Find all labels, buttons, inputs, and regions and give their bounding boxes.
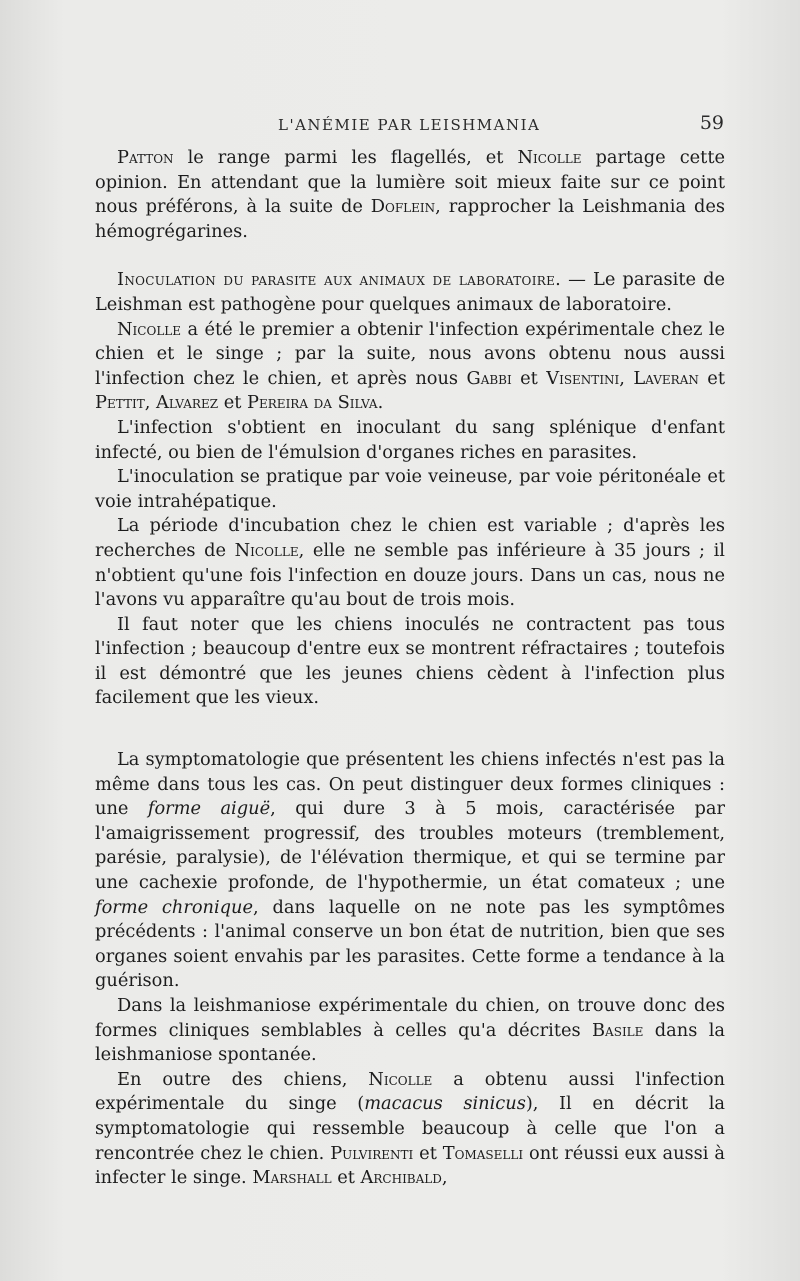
author-name: Pulvirenti	[330, 1142, 414, 1164]
italic-term: forme aiguë	[147, 798, 271, 820]
text-run: et	[511, 367, 547, 389]
text-run: , qui dure 3 à 5 mois, caractérisée par l'amaigrissement progressif, des troubles moteurs (tremblement, parésie, paralysie), de l'élévation thermique, et qui se termine par une cachexie profonde, de l'hypothermie, un état comateux ; une	[95, 798, 725, 894]
page-header	[0, 112, 800, 142]
text-run: le range parmi les flagellés, et	[173, 147, 518, 168]
paragraph-8	[95, 748, 725, 994]
author-name: Nicolle	[368, 1068, 433, 1090]
author-name: Patton	[117, 147, 174, 168]
text-run: , elle ne semble pas inférieure à 35 jours ; il n'obtient qu'une fois l'infection en douze jours. Dans un cas, nous ne l'avons vu apparaître qu'au bout de trois mois.	[95, 539, 725, 611]
body-text	[95, 146, 725, 1191]
text-run: et	[218, 392, 248, 414]
author-name: Archibald	[360, 1167, 442, 1189]
author-name: Nicolle	[234, 539, 299, 561]
paragraph-10	[95, 1068, 725, 1191]
paragraph-9	[95, 994, 725, 1068]
text-run: , dans laquelle on ne note pas les symptômes précédents : l'animal conserve un bon état de nutrition, bien que ses organes soient envahis par les parasites. Cette forme a tendance à la guérison.	[95, 896, 725, 992]
italic-term: macacus sinicus	[364, 1093, 526, 1115]
author-name: Gabbi	[466, 367, 512, 389]
text-run: La période d'incubation chez le chien est variable ; d'après les recherches de	[95, 515, 725, 561]
text-run: Il faut noter que les chiens inoculés ne contractent pas tous l'infection ; beaucoup d'entre eux se montrent réfractaires ; toutefois il est démontré que les jeunes chiens cèdent à l'infection plus facilement que les vieux.	[95, 613, 725, 709]
author-name: Pettit	[95, 392, 145, 414]
text-run: et	[698, 367, 725, 389]
text-run: ,	[619, 367, 634, 389]
author-name: Marshall	[252, 1167, 332, 1189]
text-run: ont réussi eux aussi à infecter le singe.	[95, 1142, 725, 1189]
paragraph-2	[95, 268, 725, 317]
text-run: dans la leishmaniose spontanée.	[95, 1019, 726, 1066]
text-run: et	[331, 1167, 361, 1189]
text-run: ,	[441, 1167, 448, 1189]
author-name: Alvarez	[156, 392, 219, 414]
text-run: En outre des chiens,	[117, 1068, 369, 1090]
paragraph-3	[95, 318, 725, 416]
paragraph-4	[95, 416, 725, 465]
author-name: Visentini	[546, 367, 620, 389]
author-name: Tomaselli	[442, 1142, 524, 1164]
author-name: Laveran	[633, 367, 699, 389]
text-run: .	[377, 392, 384, 414]
paragraph-6	[95, 514, 725, 612]
text-run: a obtenu aussi l'infection expérimentale du singe (	[95, 1068, 725, 1115]
text-run: — Le parasite de Leishman est pathogène pour quelques animaux de laboratoire.	[95, 269, 725, 315]
running-title: L'ANÉMIE PAR LEISHMANIA	[278, 116, 541, 134]
text-run: L'inoculation se pratique par voie veineuse, par voie péritonéale et voie intrahépatique.	[95, 466, 725, 512]
author-name: Doflein	[370, 196, 436, 218]
author-name: Nicolle	[117, 318, 182, 340]
paragraph-7	[95, 613, 725, 711]
text-run: L'infection s'obtient en inoculant du sang splénique d'enfant infecté, ou bien de l'émulsion d'organes riches en parasites.	[95, 416, 725, 463]
text-run: , rapprocher la Leishmania des hémogrégarines.	[95, 196, 725, 242]
text-run: ), Il en décrit la symptomatologie qui ressemble beaucoup à celle que l'on a rencontrée chez le chien.	[95, 1093, 726, 1164]
text-run: La symptomatologie que présentent les chiens infectés n'est pas la même dans tous les cas. On peut distinguer deux formes cliniques : une	[95, 749, 725, 820]
text-run: partage cette opinion. En attendant que la lumière soit mieux faite sur ce point nous préférons, à la suite de	[95, 147, 725, 218]
text-run: et	[413, 1142, 443, 1164]
italic-term: forme chronique	[95, 896, 254, 918]
section-heading: Inoculation du parasite aux animaux de laboratoire.	[117, 269, 562, 291]
author-name: Pereira da Silva	[247, 392, 378, 414]
paragraph-5	[95, 465, 725, 514]
author-name: Nicolle	[517, 147, 582, 168]
text-run: ,	[144, 392, 157, 414]
text-run: Dans la leishmaniose expérimentale du chien, on trouve donc des formes cliniques semblables à celles qu'a décrites	[95, 995, 725, 1041]
author-name: Basile	[591, 1019, 644, 1041]
text-run: a été le premier a obtenir l'infection expérimentale chez le chien et le singe ; par la suite, nous avons obtenu nous aussi l'infection chez le chien, et après nous	[95, 318, 725, 389]
page-number: 59	[699, 112, 724, 134]
paragraph-1	[95, 146, 725, 244]
